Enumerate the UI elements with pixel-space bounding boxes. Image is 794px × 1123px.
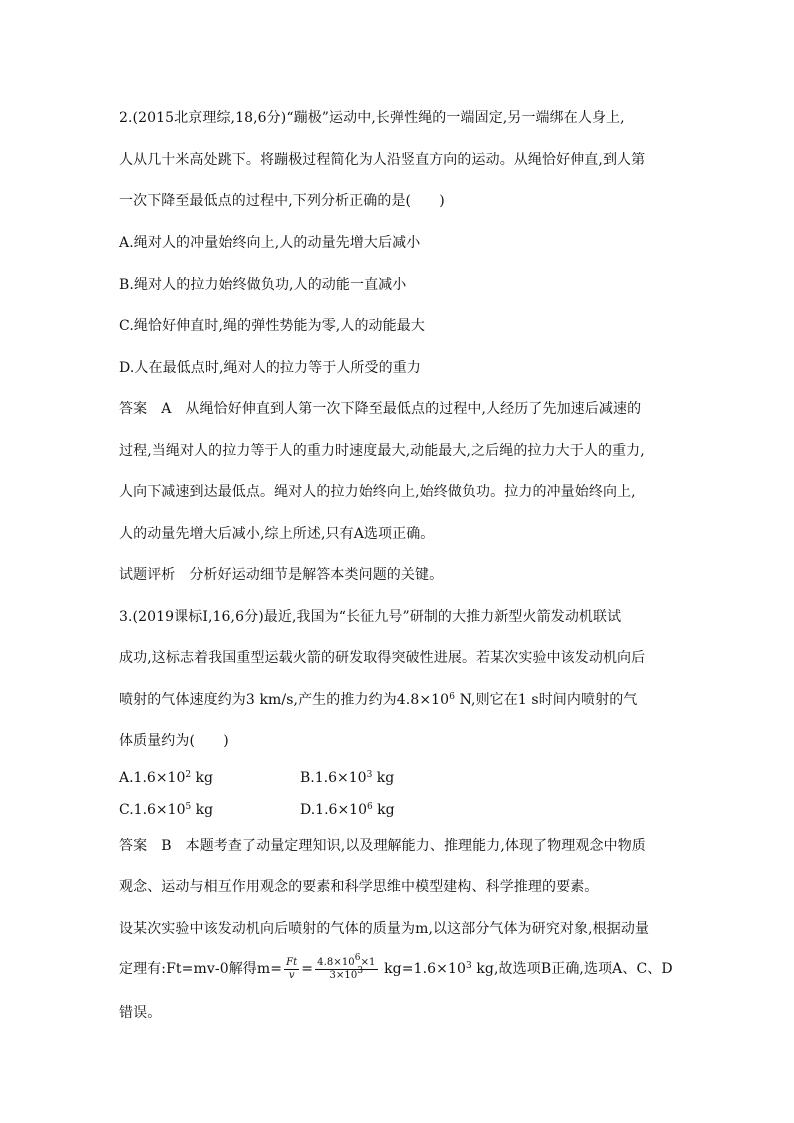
answer-label: 答案	[119, 401, 148, 417]
unit: kg	[372, 770, 395, 786]
fraction-numerator	[284, 957, 299, 970]
answer-text: 本题考查了动量定理知识,以及理解能力、推理能力,体现了物理观念中物质	[185, 838, 646, 854]
q2-answer-line4: 人的动量先增大后减小,综上所述,只有A选项正确。	[119, 526, 435, 542]
option-value: D.1.6×10	[300, 802, 367, 818]
fraction-denominator	[315, 965, 377, 982]
review-text: 分析好运动细节是解答本类问题的关键。	[189, 567, 444, 583]
unit: kg	[191, 802, 214, 818]
unit: kg	[372, 802, 395, 818]
q2-stem-line1: 2.(2015北京理综,18,6分)“蹦极”运动中,长弹性绳的一端固定,另一端绑在人身上,	[119, 110, 625, 126]
exponent: 2	[185, 770, 192, 780]
equals-sign: =	[301, 961, 314, 977]
q3-stem-line3	[119, 691, 637, 709]
review-label: 试题评析	[119, 567, 176, 583]
exponent: 6	[449, 692, 456, 702]
unit: kg	[191, 770, 214, 786]
exponent: 3	[366, 770, 373, 780]
fraction-numeric	[315, 952, 377, 982]
exponent: 6	[354, 952, 361, 963]
q2-stem-line3: 一次下降至最低点的过程中,下列分析正确的是( )	[119, 193, 445, 209]
option-value: A.1.6×10	[119, 770, 186, 786]
exponent: 3	[465, 961, 472, 971]
answer-letter: A	[161, 401, 172, 417]
q3-answer-line5: 错误。	[119, 1005, 162, 1021]
q3-answer-line4	[119, 952, 673, 982]
numerator-text: ×1	[360, 956, 376, 968]
q3-stem-line3-a: 喷射的气体速度约为3 km/s,产生的推力约为4.8×10	[119, 692, 450, 708]
answer-text: 从绳恰好伸直到人第一次下降至最低点的过程中,人经历了先加速后减速的	[185, 401, 642, 417]
denominator-text: 3×10	[329, 969, 358, 981]
option-value: C.1.6×10	[119, 802, 186, 818]
exponent: 3	[357, 965, 364, 976]
q3-stem-line3-b: N,则它在1 s时间内喷射的气	[455, 692, 638, 708]
q3-stem-line1: 3.(2019课标Ⅰ,16,6分)最近,我国为“长征九号”研制的大推力新型火箭发动机联试	[119, 609, 622, 625]
q2-answer-line2: 过程,当绳对人的拉力等于人的重力时速度最大,动能最大,之后绳的拉力大于人的重力,	[119, 443, 645, 459]
q3-stem-line2: 成功,这标志着我国重型运载火箭的研发取得突破性进展。若某次实验中该发动机向后	[119, 650, 646, 666]
q2-option-d: D.人在最低点时,绳对人的拉力等于人所受的重力	[119, 360, 421, 376]
q3-option-c	[119, 801, 213, 819]
exponent: 6	[367, 802, 373, 812]
q3-stem-line4: 体质量约为( )	[119, 733, 229, 749]
q3-option-d	[300, 801, 395, 819]
fraction-ft-over-v	[284, 957, 299, 982]
q2-option-a: A.绳对人的冲量始终向上,人的动量先增大后减小	[119, 235, 421, 251]
q3-answer-line2: 观念、运动与相互作用观念的要素和科学思维中模型建构、科学推理的要素。	[119, 879, 599, 895]
q3-answer-line3: 设某次实验中该发动机向后喷射的气体的质量为m,以这部分气体为研究对象,根据动量	[119, 921, 650, 937]
numerator-text: 4.8×10	[317, 956, 355, 968]
q3-option-b	[300, 769, 394, 787]
exponent: 5	[185, 802, 192, 812]
q2-stem-line2: 人从几十米高处跳下。将蹦极过程简化为人沿竖直方向的运动。从绳恰好伸直,到人第	[119, 152, 646, 168]
answer-letter: B	[161, 838, 172, 854]
formula-text: 定理有:Ft=mv-0解得m=	[119, 961, 283, 977]
q2-answer-line1	[119, 400, 641, 418]
formula-text: kg=1.6×10	[379, 961, 466, 977]
option-value: B.1.6×10	[300, 770, 367, 786]
q3-option-a	[119, 769, 213, 787]
answer-label: 答案	[119, 838, 148, 854]
q2-review	[119, 566, 443, 584]
fraction-denominator	[284, 970, 299, 982]
formula-text: kg,故选项B正确,选项A、C、D	[471, 961, 673, 977]
q3-answer-line1	[119, 837, 646, 855]
fraction-numerator	[315, 952, 377, 970]
numerator-text: Ft	[286, 956, 298, 968]
denominator-text: v	[288, 969, 295, 981]
q2-option-c: C.绳恰好伸直时,绳的弹性势能为零,人的动能最大	[119, 318, 425, 334]
q2-option-b: B.绳对人的拉力始终做负功,人的动能一直减小	[119, 277, 407, 293]
q2-answer-line3: 人向下减速到达最低点。绳对人的拉力始终向上,始终做负功。拉力的冲量始终向上,	[119, 484, 636, 500]
